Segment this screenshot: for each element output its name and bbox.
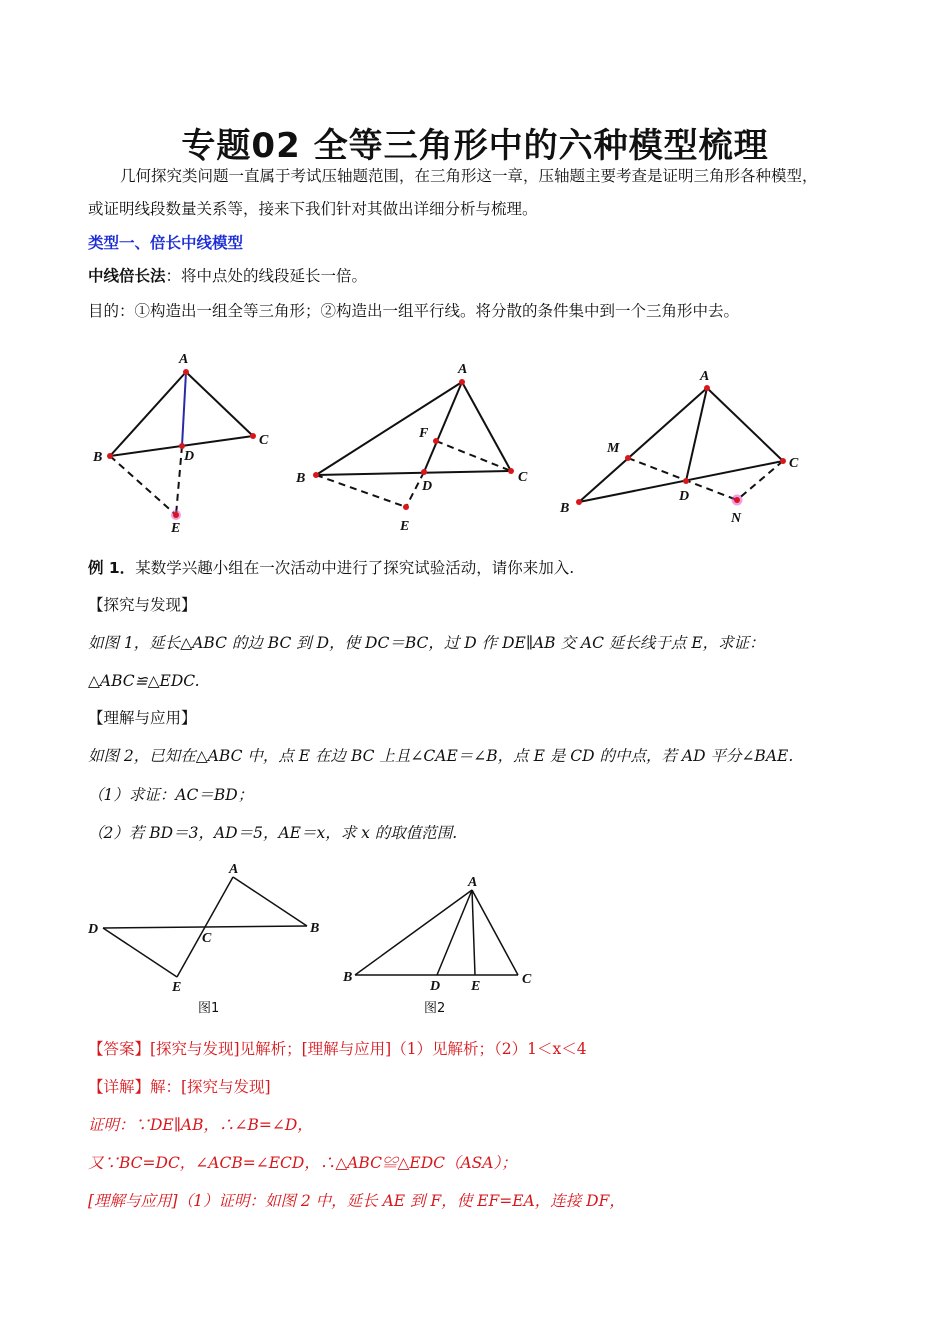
label-e: E	[172, 980, 182, 995]
label-c: C	[202, 931, 212, 946]
method-text: ：将中点处的线段延长一倍。	[165, 267, 368, 285]
segment-ab	[110, 372, 186, 456]
point-n	[734, 497, 740, 503]
answer-line: 【答案】[探究与发现]见解析；[理解与应用]（1）见解析；（2）1＜x＜4	[88, 1040, 587, 1058]
segment-ac	[462, 382, 511, 471]
segment-fc	[436, 441, 511, 471]
segment-ac	[472, 890, 518, 975]
segment-be	[110, 456, 176, 515]
explore-line-1: 如图 1，延长△ABC 的边 BC 到 D，使 DC＝BC，过 D 作 DE∥AB 交 AC 延长线于点 E，求证：	[88, 634, 765, 652]
label-d: D	[422, 479, 433, 494]
point-f	[433, 438, 439, 444]
intro-line-2: 或证明线段数量关系等，接来下我们针对其做出详细分析与梳理。	[88, 200, 538, 218]
label-d: D	[679, 489, 690, 504]
segment-ab	[579, 388, 707, 502]
segment-ae	[472, 890, 475, 975]
figure-median-b	[290, 355, 550, 540]
label-c: C	[789, 456, 799, 471]
figure-median-c	[555, 360, 810, 530]
detail-line: 【详解】解：[探究与发现]	[88, 1078, 271, 1096]
point-e	[173, 512, 179, 518]
explore-heading: 【探究与发现】	[88, 596, 197, 614]
label-c: C	[259, 433, 269, 448]
label-d: D	[430, 979, 441, 994]
segment-be	[316, 475, 406, 507]
figure-1-caption: 图1	[198, 1001, 220, 1016]
proof-line-1: 证明：∵DE∥AB，∴∠B=∠D，	[88, 1116, 313, 1134]
label-a: A	[700, 369, 710, 384]
label-b: B	[296, 471, 306, 486]
example-text: 某数学兴趣小组在一次活动中进行了探究试验活动，请你来加入.	[135, 559, 575, 577]
point-b	[313, 472, 319, 478]
section-heading: 类型一、倍长中线模型	[88, 234, 244, 252]
point-d	[421, 469, 427, 475]
label-e: E	[400, 519, 410, 534]
question-2: （2）若 BD＝3，AD＝5，AE＝x，求 x 的取值范围.	[88, 824, 458, 842]
label-c: C	[518, 470, 528, 485]
point-c	[780, 458, 786, 464]
label-m: M	[607, 441, 620, 456]
segment-ab	[233, 877, 307, 926]
point-b	[576, 499, 582, 505]
label-d: D	[88, 922, 99, 937]
proof-line-3: [理解与应用]（1）证明：如图 2 中，延长 AE 到 F，使 EF=EA，连接 DF，	[88, 1192, 625, 1210]
label-a: A	[458, 362, 468, 377]
segment-db	[103, 926, 307, 928]
median-ad	[182, 372, 186, 446]
label-e: E	[471, 979, 481, 994]
figure-1	[85, 855, 325, 1020]
intro-line-1: 几何探究类问题一直属于考试压轴题范围，在三角形这一章，压轴题主要考查是证明三角形各种模型，	[120, 167, 818, 185]
proof-line-2: 又∵BC=DC，∠ACB=∠ECD，∴△ABC≌△EDC（ASA）；	[88, 1154, 517, 1172]
point-d	[683, 478, 689, 484]
label-a: A	[468, 875, 478, 890]
extension-de	[176, 446, 182, 515]
segment-cn	[737, 461, 783, 500]
figure-2	[335, 870, 550, 1020]
segment-de	[103, 928, 177, 977]
point-c	[508, 468, 514, 474]
median-ad	[424, 382, 462, 472]
example-1-line	[88, 557, 868, 579]
label-c: C	[522, 972, 532, 987]
purpose-line: 目的：①构造出一组全等三角形；②构造出一组平行线。将分散的条件集中到一个三角形中去。	[88, 302, 740, 320]
point-m	[625, 455, 631, 461]
point-a	[183, 369, 189, 375]
segment-bc	[316, 471, 511, 475]
apply-heading: 【理解与应用】	[88, 709, 197, 727]
point-b	[107, 453, 113, 459]
label-b: B	[93, 450, 103, 465]
point-e	[403, 504, 409, 510]
label-a: A	[179, 352, 189, 367]
label-n: N	[731, 511, 742, 526]
point-a	[704, 385, 710, 391]
question-1: （1）求证：AC＝BD；	[88, 786, 254, 804]
label-b: B	[560, 501, 570, 516]
label-e: E	[171, 521, 181, 536]
label-b: B	[310, 921, 320, 936]
label-b: B	[343, 970, 353, 985]
page-title: 专题02 全等三角形中的六种模型梳理	[181, 126, 769, 166]
segment-ab	[316, 382, 462, 475]
point-a	[459, 379, 465, 385]
method-label: 中线倍长法	[88, 267, 166, 285]
label-d: D	[184, 449, 195, 464]
figure-2-caption: 图2	[424, 1001, 446, 1016]
median-ad	[686, 388, 707, 481]
figure-median-a	[85, 345, 285, 540]
point-c	[250, 433, 256, 439]
label-a: A	[229, 862, 239, 877]
label-f: F	[419, 426, 429, 441]
segment-ac	[186, 372, 253, 436]
apply-line-1: 如图 2，已知在△ABC 中，点 E 在边 BC 上且∠CAE＝∠B，点 E 是 CD 的中点，若 AD 平分∠BAE.	[88, 747, 794, 765]
example-label: 例 1．	[88, 559, 136, 577]
segment-ac	[707, 388, 783, 461]
method-line	[88, 265, 868, 287]
explore-line-2: △ABC≌△EDC.	[88, 672, 200, 690]
